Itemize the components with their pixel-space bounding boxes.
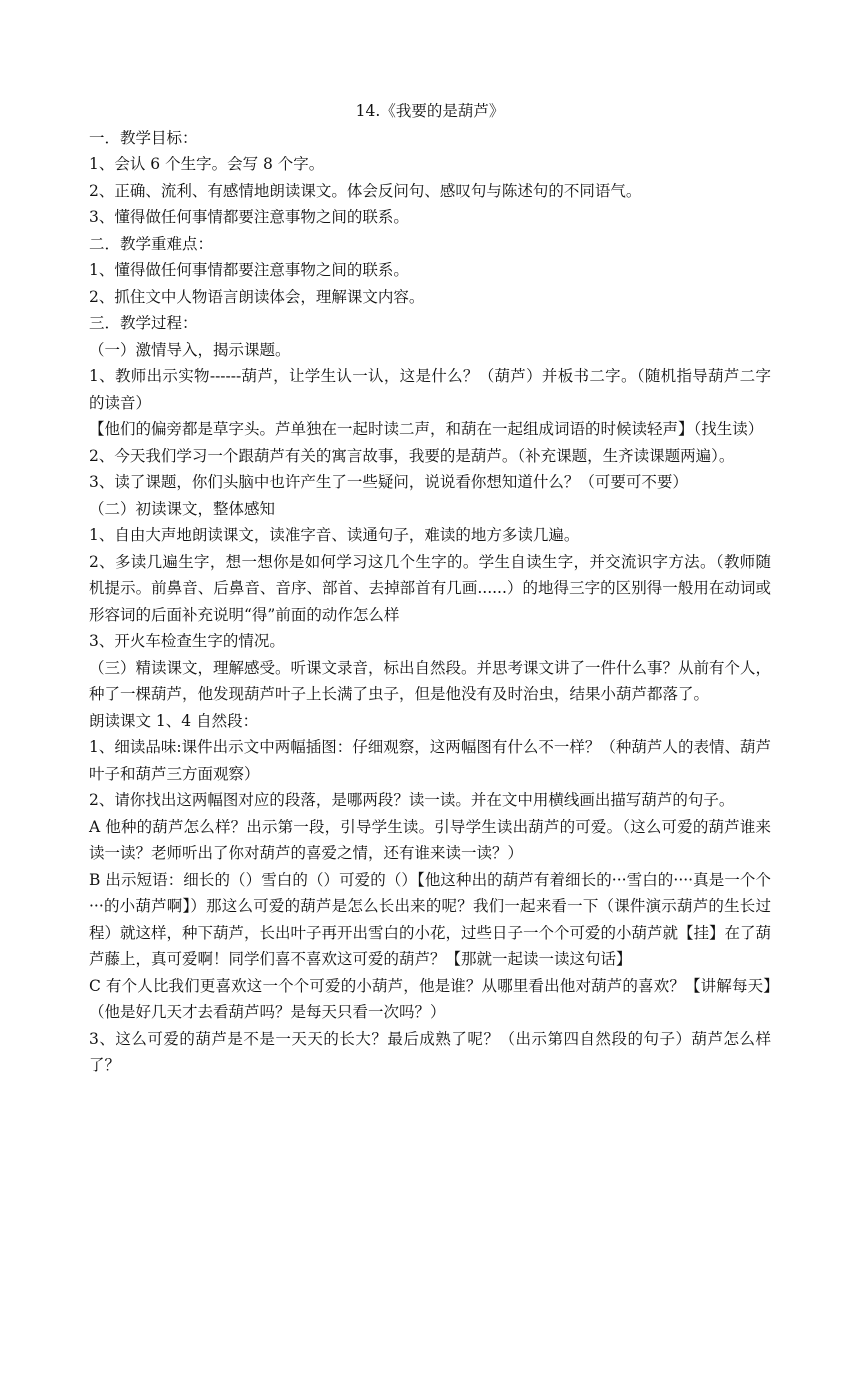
paragraph: 【他们的偏旁都是草字头。芦单独在一起时读二声，和葫在一起组成词语的时候读轻声】（找生读） bbox=[89, 420, 764, 438]
paragraph: B 出示短语：细长的（）雪白的（）可爱的（）【他这种出的葫芦有着细长的···雪白的····真是一个个···的小葫芦啊】）那这么可爱的葫芦是怎么长出来的呢？我们一起来看一下（课件演示葫芦的生长过程）就这样，种下葫芦，长出叶子再开出雪白的小花，过些日子一个个可爱的小葫芦就【挂】在了葫芦藤上，真可爱啊！同学们喜不喜欢这可爱的葫芦？【那就一起读一读这句话】 bbox=[89, 870, 772, 968]
paragraph: 2、请你找出这两幅图对应的段落，是哪两段？读一读。并在文中用横线画出描写葫芦的句子。 bbox=[89, 791, 735, 809]
paragraph: 3、懂得做任何事情都要注意事物之间的联系。 bbox=[89, 208, 409, 226]
paragraph: 1、教师出示实物------葫芦，让学生认一认，这是什么？（葫芦）并板书二字。（随机指导葫芦二字的读音） bbox=[89, 367, 771, 412]
paragraph: A 他种的葫芦怎么样？出示第一段，引导学生读。引导学生读出葫芦的可爱。（这么可爱的葫芦谁来读一读？老师听出了你对葫芦的喜爱之情，还有谁来读一读？） bbox=[89, 817, 771, 862]
lesson-title: 14.《我要的是葫芦》 bbox=[355, 102, 505, 120]
paragraph: （三）精读课文，理解感受。听课文录音，标出自然段。并思考课文讲了一件什么事？从前有个人，种了一棵葫芦，他发现葫芦叶子上长满了虫子，但是他没有及时治虫，结果小葫芦都落了。 bbox=[89, 658, 772, 703]
paragraph: 三．教学过程： bbox=[89, 314, 198, 332]
paragraph: 3、这么可爱的葫芦是不是一天天的长大？最后成熟了呢？（出示第四自然段的句子）葫芦怎么样了？ bbox=[89, 1029, 771, 1074]
paragraph: （二）初读课文，整体感知 bbox=[89, 499, 276, 518]
paragraph-list bbox=[89, 125, 771, 1079]
paragraph: （一）激情导入，揭示课题。 bbox=[89, 340, 291, 359]
paragraph: 2、抓住文中人物语言朗读体会，理解课文内容。 bbox=[89, 287, 425, 306]
document-body bbox=[89, 98, 771, 1079]
paragraph: 2、正确、流利、有感情地朗读课文。体会反问句、感叹句与陈述句的不同语气。 bbox=[89, 181, 642, 200]
paragraph: 1、细读品味:课件出示文中两幅插图：仔细观察，这两幅图有什么不一样？（种葫芦人的表情、葫芦叶子和葫芦三方面观察） bbox=[89, 738, 771, 783]
paragraph: 1、懂得做任何事情都要注意事物之间的联系。 bbox=[89, 261, 409, 279]
paragraph: 1、自由大声地朗读课文，读准字音、读通句子，难读的地方多读几遍。 bbox=[89, 526, 580, 544]
paragraph: 2、多读几遍生字，想一想你是如何学习这几个生字的。学生自读生字，并交流识字方法。（教师随机提示。前鼻音、后鼻音、音序、部首、去掉部首有几画......）的地得三字的区别得一般用在动词或形容词的后面补充说明“得”前面的动作怎么样 bbox=[89, 552, 771, 624]
paragraph: 二．教学重难点： bbox=[89, 234, 214, 253]
paragraph: C 有个人比我们更喜欢这一个个可爱的小葫芦，他是谁？从哪里看出他对葫芦的喜欢？【讲解每天】（他是好几天才去看葫芦吗？是每天只看一次吗？） bbox=[89, 976, 771, 1021]
paragraph: 2、今天我们学习一个跟葫芦有关的寓言故事，我要的是葫芦。（补充课题，生齐读课题两遍）。 bbox=[89, 446, 735, 465]
paragraph: 1、会认 6 个生字。会写 8 个字。 bbox=[89, 155, 325, 173]
paragraph: 朗读课文 1、4 自然段： bbox=[89, 711, 259, 730]
paragraph: 3、开火车检查生字的情况。 bbox=[89, 632, 285, 650]
paragraph: 3、读了课题，你们头脑中也许产生了一些疑问，说说看你想知道什么？（可要可不要） bbox=[89, 473, 688, 491]
paragraph: 一．教学目标： bbox=[89, 128, 198, 147]
